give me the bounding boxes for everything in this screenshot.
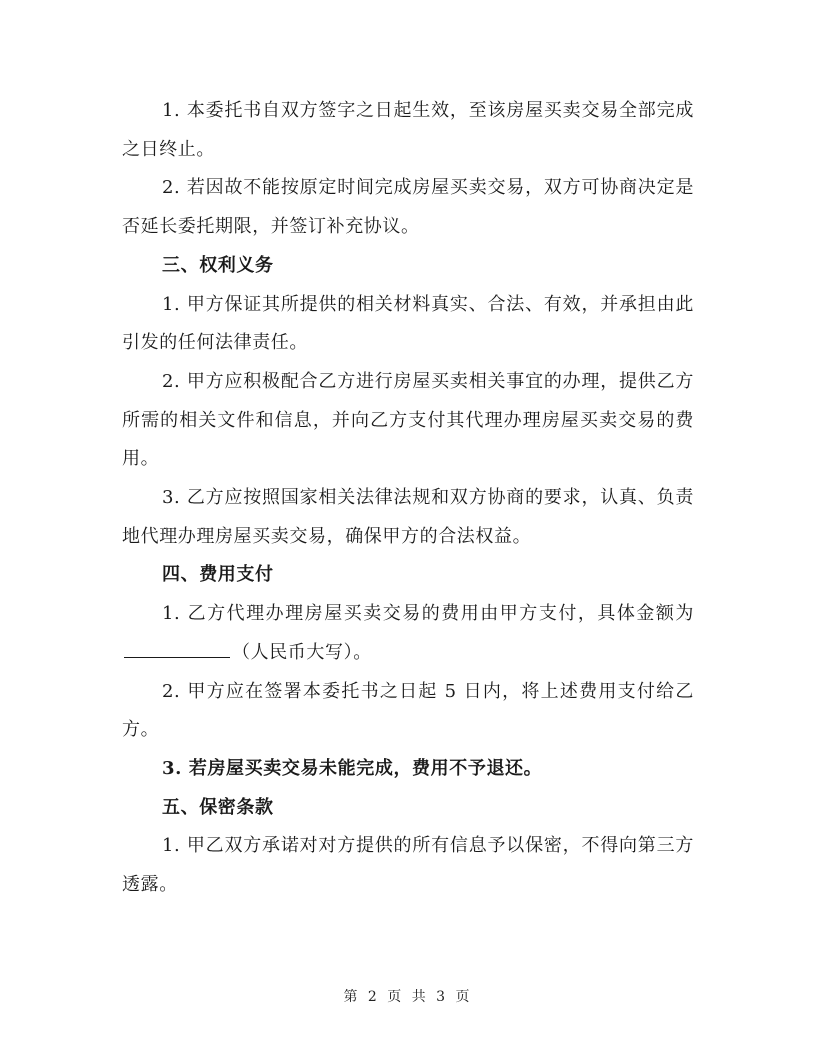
page-number-footer: 第 2 页 共 3 页	[343, 989, 473, 1005]
document-body	[122, 92, 694, 905]
clause-confidentiality-1: 1. 甲乙双方承诺对对方提供的所有信息予以保密，不得向第三方透露。	[122, 835, 694, 896]
clause-fees-1-suffix: （人民币大写）。	[232, 641, 372, 663]
clause-validity-start: 1. 本委托书自双方签字之日起生效，至该房屋买卖交易全部完成之日终止。	[122, 100, 694, 160]
section-heading-rights: 三、权利义务	[162, 254, 274, 276]
clause-rights-2: 2. 甲方应积极配合乙方进行房屋买卖相关事宜的办理，提供乙方所需的相关文件和信息，并向乙方支付其代理办理房屋买卖交易的费用。	[122, 370, 694, 470]
clause-rights-3: 3. 乙方应按照国家相关法律法规和双方协商的要求，认真、负责地代理办理房屋买卖交易，确保甲方的合法权益。	[122, 487, 694, 547]
clause-validity-extension: 2. 若因故不能按原定时间完成房屋买卖交易，双方可协商决定是否延长委托期限，并签订补充协议。	[122, 177, 694, 238]
clause-fees-1-text: 1. 乙方代理办理房屋买卖交易的费用由甲方支付，具体金额为	[162, 603, 694, 625]
clause-fees-2: 2. 甲方应在签署本委托书之日起 5 日内，将上述费用支付给乙方。	[122, 680, 694, 741]
section-heading-fees: 四、费用支付	[162, 564, 274, 586]
section-heading-confidentiality: 五、保密条款	[162, 796, 274, 818]
clause-fees-3: 3. 若房屋买卖交易未能完成，费用不予退还。	[162, 757, 543, 779]
clause-rights-1: 1. 甲方保证其所提供的相关材料真实、合法、有效，并承担由此引发的任何法律责任。	[122, 293, 694, 354]
clause-fees-1	[122, 595, 694, 672]
amount-blank-line	[124, 641, 230, 658]
